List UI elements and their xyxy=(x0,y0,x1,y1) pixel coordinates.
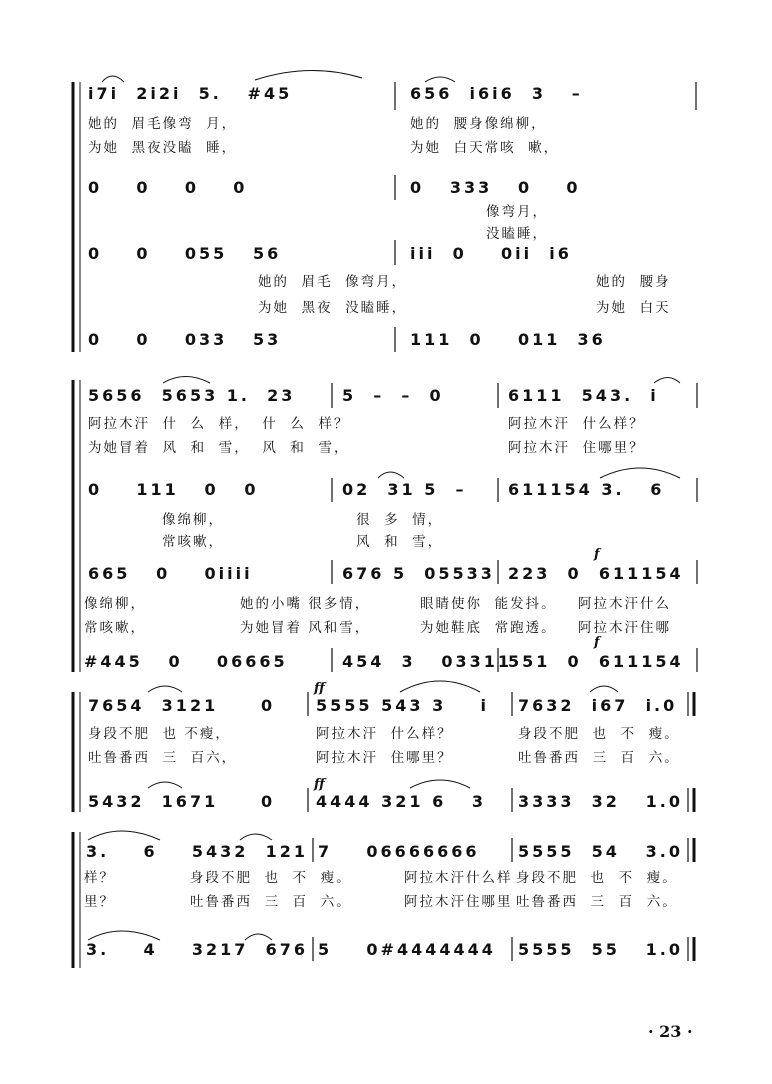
dynamic-forte-2: f xyxy=(594,635,600,650)
lyric-s2-r1-v1-a: 阿拉木汗 什 么 样， 什 么 样？ xyxy=(88,416,350,432)
lyric-s2-r2-v1-b: 很 多 情， xyxy=(356,512,444,528)
notes-s2-r2-m2: 02 31 5 – xyxy=(342,480,467,499)
notes-s1-r4-m1: 0 0 033 53 xyxy=(88,330,282,349)
lyric-s4-r1-v2-c: 阿拉木汗住哪里 xyxy=(404,894,513,910)
lyric-s3-r1-v2-b: 阿拉木汗 住哪里？ xyxy=(316,750,453,766)
lyric-s2-r2-v1-a: 像绵柳， xyxy=(162,512,224,528)
lyric-s2-r3-v2-b: 为她冒着 风和雪， xyxy=(240,620,371,636)
lyric-s1-r3-v1-b: 她的 腰身 xyxy=(596,274,671,290)
lyric-s4-r1-v2-a: 里？ xyxy=(84,894,115,910)
notes-s4-r1-m1: 3. 6 5432 121 xyxy=(86,842,308,861)
notes-s3-r2-m1: 5432 1671 0 xyxy=(88,792,276,811)
notes-s3-r2-m2: 4444 321 6 3 xyxy=(316,792,487,811)
lyric-s4-r1-v1-d: 身段不肥 也 不 瘦。 xyxy=(516,870,678,886)
notes-s4-r2-m2: 5 0#4444444 xyxy=(318,940,496,959)
notes-s2-r1-m3: 6111 543. i xyxy=(508,386,659,405)
notes-s3-r2-m3: 3333 32 1.0 xyxy=(518,792,683,811)
lyric-s1-r2-v2: 没瞌睡， xyxy=(486,226,548,242)
notes-s2-r4-m1: #445 0 06665 xyxy=(84,652,288,671)
lyric-s1-r3-v2-a: 为她 黑夜 没瞌睡， xyxy=(258,300,408,316)
notes-s1-r4-m2: 111 0 011 36 xyxy=(410,330,606,349)
lyric-s2-r3-v1-b: 她的小嘴 很多情， xyxy=(240,596,371,612)
notes-s2-r1-m2: 5 – – 0 xyxy=(342,386,444,405)
lyric-s4-r1-v2-d: 吐鲁番西 三 百 六。 xyxy=(516,894,678,910)
lyric-s2-r3-v2-a: 常咳嗽， xyxy=(84,620,146,636)
lyric-s2-r3-v1-c: 眼睛使你 能发抖。 xyxy=(420,596,557,612)
notes-s4-r2-m3: 5555 55 1.0 xyxy=(518,940,683,959)
lyric-s1-r2-v1: 像弯月， xyxy=(486,204,548,220)
notes-s1-r1-m2: 656 i6i6 3 – xyxy=(410,84,583,103)
notes-s2-r4-m3: 551 0 611154 xyxy=(508,652,684,671)
notes-s2-r4-m2: 454 3 03311 xyxy=(342,652,513,671)
lyric-s2-r1-v1-b: 阿拉木汗 什么样？ xyxy=(508,416,645,432)
lyric-s2-r2-v2-a: 常咳嗽， xyxy=(162,534,224,550)
notes-s4-r2-m1: 3. 4 3217 676 xyxy=(86,940,308,959)
notes-s3-r1-m2: 5555 543 3 i xyxy=(316,696,489,715)
lyric-s3-r1-v1-a: 身段不肥 也 不瘦， xyxy=(88,726,231,742)
dynamic-forte-1: f xyxy=(594,547,600,562)
notes-s2-r3-m1: 665 0 0iiii xyxy=(88,564,253,583)
dynamic-fortissimo-2: ff xyxy=(314,777,325,792)
lyric-s2-r3-v1-d: 阿拉木汗什么 xyxy=(578,596,671,612)
notes-s1-r2-m2: 0 333 0 0 xyxy=(410,178,581,197)
lyric-s1-r1-v1-a: 她的 眉毛像弯 月， xyxy=(88,116,238,132)
page-number: · 23 · xyxy=(648,1022,693,1041)
notes-s2-r3-m3: 223 0 611154 xyxy=(508,564,684,583)
dynamic-fortissimo-1: ff xyxy=(314,681,325,696)
lyric-s2-r3-v2-d: 阿拉木汗住哪 xyxy=(578,620,671,636)
lyric-s1-r3-v2-b: 为她 白天 xyxy=(596,300,671,316)
notes-s2-r1-m1: 5656 5653 1. 23 xyxy=(88,386,296,405)
lyric-s4-r1-v2-b: 吐鲁番西 三 百 六。 xyxy=(190,894,352,910)
lyric-s3-r1-v2-c: 吐鲁番西 三 百 六。 xyxy=(518,750,680,766)
notes-s2-r3-m2: 676 5 05533 xyxy=(342,564,495,583)
lyric-s2-r2-v2-b: 风 和 雪， xyxy=(356,534,444,550)
notes-s4-r1-m2: 7 06666666 xyxy=(318,842,480,861)
lyric-s4-r1-v1-c: 阿拉木汗什么样 xyxy=(404,870,513,886)
lyric-s1-r1-v1-b: 她的 腰身像绵柳， xyxy=(410,116,547,132)
lyric-s4-r1-v1-a: 样？ xyxy=(84,870,115,886)
lyric-s4-r1-v1-b: 身段不肥 也 不 瘦。 xyxy=(190,870,352,886)
lyric-s1-r1-v2-a: 为她 黑夜没瞌 睡， xyxy=(88,140,238,156)
lyric-s3-r1-v1-b: 阿拉木汗 什么样？ xyxy=(316,726,453,742)
notes-s1-r3-m1: 0 0 055 56 xyxy=(88,244,282,263)
lyric-s3-r1-v2-a: 吐鲁番西 三 百六， xyxy=(88,750,238,766)
lyric-s2-r1-v2-a: 为她冒着 风 和 雪， 风 和 雪， xyxy=(88,440,350,456)
notes-s2-r2-m1: 0 111 0 0 xyxy=(88,480,259,499)
lyric-s3-r1-v1-c: 身段不肥 也 不 瘦。 xyxy=(518,726,680,742)
lyric-s2-r3-v2-c: 为她鞋底 常跑透。 xyxy=(420,620,557,636)
lyric-s1-r1-v2-b: 为她 白天常咳 嗽， xyxy=(410,140,560,156)
notes-s2-r2-m3: 611154 3. 6 xyxy=(508,480,665,499)
notes-s1-r1-m1: i7i 2i2i 5. #45 xyxy=(88,84,293,103)
lyric-s1-r3-v1-a: 她的 眉毛 像弯月， xyxy=(258,274,408,290)
notes-s4-r1-m3: 5555 54 3.0 xyxy=(518,842,683,861)
notes-s1-r2-m1: 0 0 0 0 xyxy=(88,178,248,197)
notes-s3-r1-m1: 7654 3121 0 xyxy=(88,696,276,715)
notes-s1-r3-m2: iii 0 0ii i6 xyxy=(410,244,572,263)
lyric-s2-r3-v1-a: 像绵柳， xyxy=(84,596,146,612)
notes-s3-r1-m3: 7632 i67 i.0 xyxy=(518,696,678,715)
lyric-s2-r1-v2-b: 阿拉木汗 住哪里？ xyxy=(508,440,645,456)
